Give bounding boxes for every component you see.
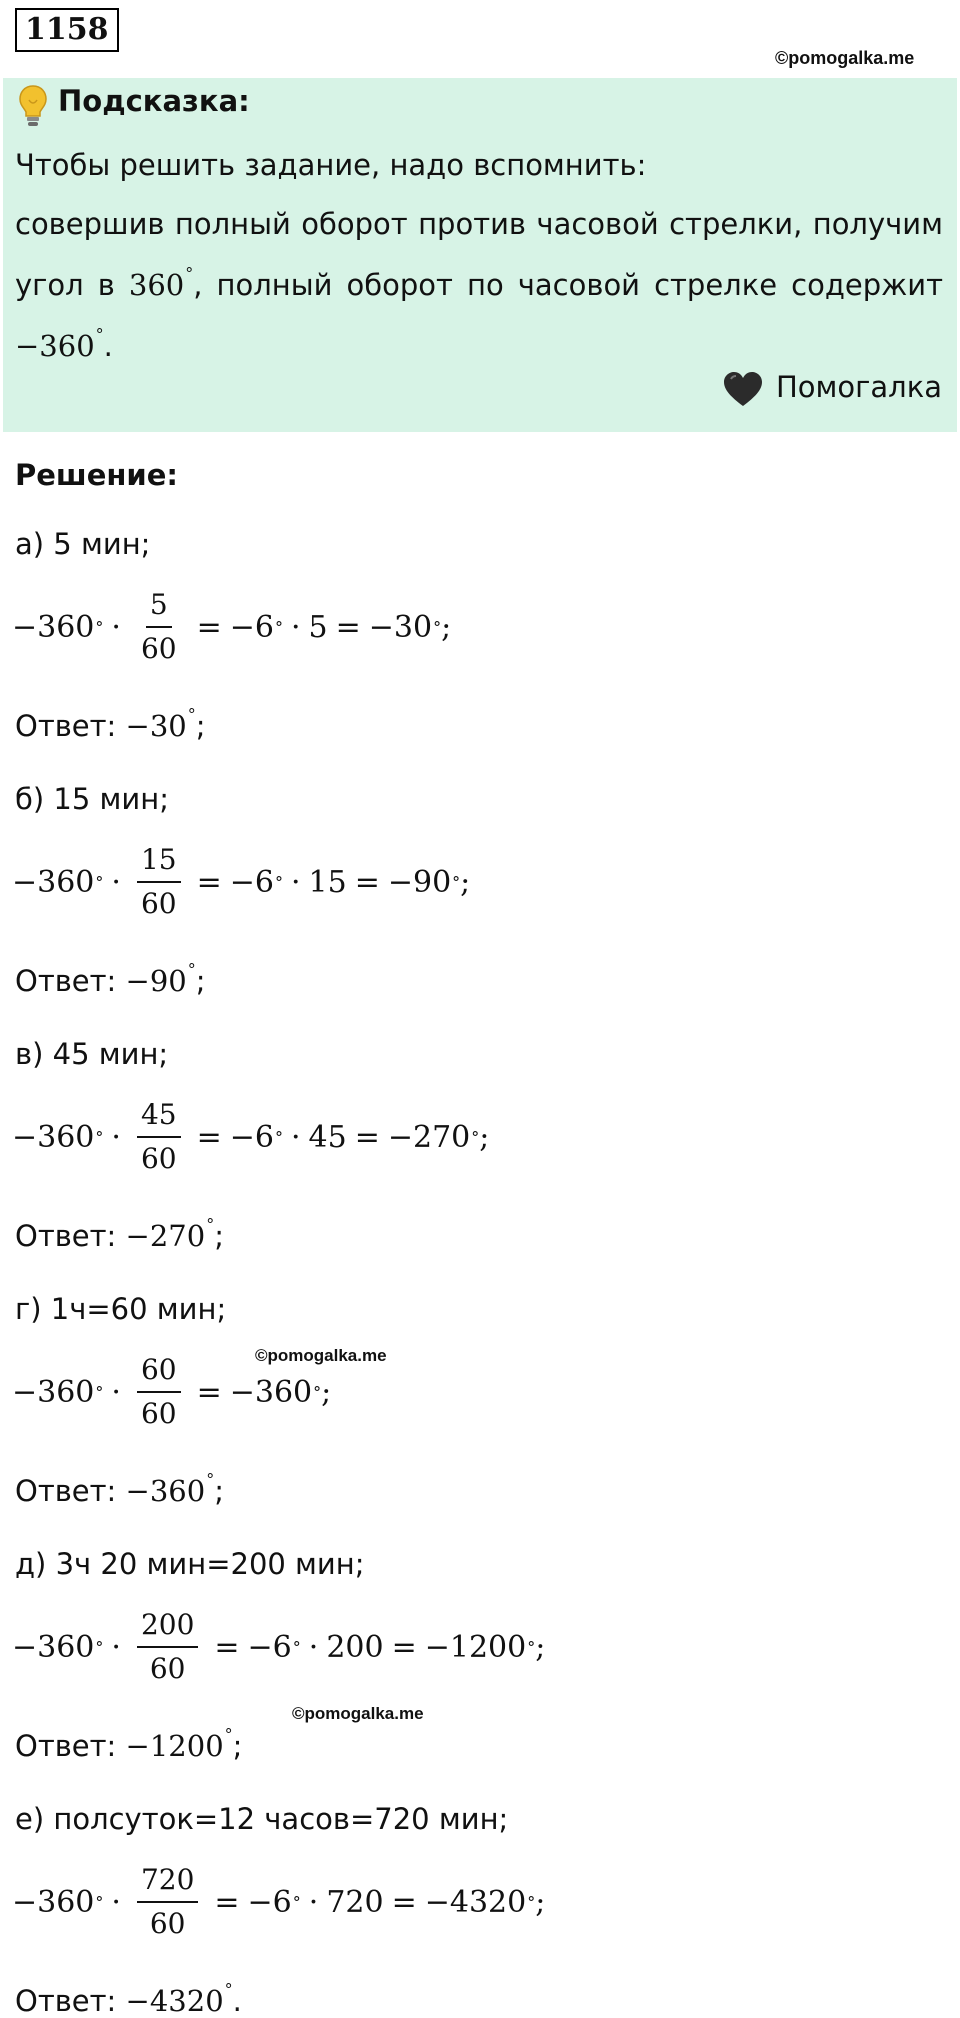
eq-result: −90: [387, 864, 452, 900]
eq-lead: −360: [12, 1119, 95, 1155]
multiply-sign: ·: [111, 1629, 121, 1665]
multiply-sign: ·: [111, 864, 121, 900]
answer-prefix: Ответ:: [15, 1729, 126, 1763]
multiply-sign: ·: [111, 1119, 121, 1155]
eq-result: −1200: [424, 1629, 527, 1665]
answer: [15, 1470, 224, 1508]
answer-value: −270: [125, 1219, 206, 1253]
answer-end: ;: [195, 709, 206, 743]
hint-text-part: совершив полный оборот против часовой стрелки, получим угол в: [15, 207, 943, 302]
equation: [12, 582, 451, 672]
degree-sign: °: [206, 1215, 215, 1234]
degree-sign: °: [95, 1892, 104, 1912]
multiply-sign: ·: [290, 864, 301, 900]
eq-factor: 720: [326, 1884, 384, 1920]
hint-text-part: .: [103, 329, 113, 363]
equation: [12, 1092, 489, 1182]
multiply-sign: ·: [290, 1119, 301, 1155]
degree-sign: °: [206, 1470, 215, 1489]
answer-value: −360: [125, 1474, 206, 1508]
eq-lead: −360: [12, 1884, 95, 1920]
multiply-sign: ·: [111, 1884, 121, 1920]
part-label: б) 15 мин;: [15, 782, 169, 816]
equals-sign: =: [196, 864, 222, 900]
equation: [12, 1602, 545, 1692]
eq-middle: −6: [229, 1119, 274, 1155]
fraction-denominator: 60: [140, 887, 177, 920]
watermark: ©pomogalka.me: [775, 48, 915, 68]
equals-sign: =: [354, 864, 380, 900]
fraction: [137, 1097, 181, 1177]
answer: [15, 960, 206, 998]
answer-value: −1200: [125, 1729, 224, 1763]
multiply-sign: ·: [111, 1374, 121, 1410]
hint-title: Подсказка:: [58, 84, 250, 118]
equals-sign: =: [214, 1629, 240, 1665]
answer-end: ;: [195, 964, 206, 998]
hint-text: [15, 200, 943, 371]
eq-lead: −360: [12, 1374, 95, 1410]
equals-sign: =: [214, 1884, 240, 1920]
eq-end: ;: [321, 1374, 332, 1410]
part-label: в) 45 мин;: [15, 1037, 169, 1071]
watermark: ©pomogalka.me: [292, 1704, 424, 1723]
degree-sign: °: [95, 1637, 104, 1657]
equals-sign: =: [391, 1884, 417, 1920]
fraction-numerator: 5: [146, 587, 172, 628]
degree-sign: °: [471, 1127, 480, 1147]
equals-sign: =: [196, 1374, 222, 1410]
degree-sign: °: [95, 325, 104, 344]
degree-sign: °: [224, 1725, 233, 1744]
degree-sign: °: [274, 1127, 283, 1147]
eq-lead: −360: [12, 864, 95, 900]
eq-factor: 200: [326, 1629, 384, 1665]
eq-end: ;: [535, 1629, 546, 1665]
eq-middle: −6: [229, 864, 274, 900]
fraction-numerator: 15: [137, 842, 181, 883]
equals-sign: =: [196, 1119, 222, 1155]
degree-sign: °: [95, 872, 104, 892]
hint-intro: Чтобы решить задание, надо вспомнить:: [15, 148, 647, 182]
answer-end: ;: [214, 1474, 224, 1508]
hint-angle-negative: −360: [15, 329, 95, 363]
eq-result: −30: [368, 609, 433, 645]
hint-angle-positive: 360: [128, 268, 185, 302]
degree-sign: °: [95, 617, 104, 637]
eq-result: −4320: [424, 1884, 527, 1920]
multiply-sign: ·: [308, 1629, 319, 1665]
eq-factor: 5: [308, 609, 328, 645]
eq-end: ;: [535, 1884, 546, 1920]
eq-factor: 45: [308, 1119, 347, 1155]
degree-sign: °: [527, 1892, 536, 1912]
degree-sign: °: [274, 617, 283, 637]
answer-prefix: Ответ:: [15, 1219, 126, 1253]
degree-sign: °: [292, 1637, 301, 1657]
equals-sign: =: [335, 609, 361, 645]
part-label: е) полсуток=12 часов=720 мин;: [15, 1802, 509, 1836]
answer-end: ;: [214, 1219, 224, 1253]
answer: [15, 1980, 242, 2018]
answer-end: ;: [232, 1729, 243, 1763]
fraction: [137, 1607, 198, 1687]
fraction-numerator: 60: [137, 1352, 181, 1393]
eq-factor: 15: [308, 864, 347, 900]
fraction-denominator: 60: [140, 632, 177, 665]
eq-lead: −360: [12, 609, 95, 645]
equation: [12, 837, 470, 927]
part-label: г) 1ч=60 мин;: [15, 1292, 227, 1326]
eq-middle: −6: [247, 1629, 292, 1665]
fraction-denominator: 60: [140, 1142, 177, 1175]
multiply-sign: ·: [290, 609, 301, 645]
eq-middle: −6: [247, 1884, 292, 1920]
eq-end: ;: [441, 609, 452, 645]
degree-sign: °: [433, 617, 442, 637]
degree-sign: °: [313, 1382, 322, 1402]
eq-lead: −360: [12, 1629, 95, 1665]
watermark: ©pomogalka.me: [255, 1346, 387, 1365]
fraction: [137, 587, 181, 667]
answer-prefix: Ответ:: [15, 964, 126, 998]
fraction-numerator: 45: [137, 1097, 181, 1138]
degree-sign: °: [224, 1980, 233, 1999]
answer: [15, 1725, 242, 1763]
brand-label: Помогалка: [776, 370, 942, 404]
fraction-numerator: 720: [137, 1862, 198, 1903]
heart-icon: [722, 370, 764, 408]
fraction: [137, 1352, 181, 1432]
degree-sign: °: [187, 705, 196, 724]
degree-sign: °: [187, 960, 196, 979]
degree-sign: °: [292, 1892, 301, 1912]
degree-sign: °: [527, 1637, 536, 1657]
fraction-numerator: 200: [137, 1607, 198, 1648]
equals-sign: =: [391, 1629, 417, 1665]
answer: [15, 1215, 224, 1253]
solution-title: Решение:: [15, 458, 179, 492]
equals-sign: =: [354, 1119, 380, 1155]
eq-end: ;: [460, 864, 471, 900]
part-label: а) 5 мин;: [15, 527, 151, 561]
degree-sign: °: [95, 1382, 104, 1402]
eq-end: ;: [479, 1119, 490, 1155]
multiply-sign: ·: [111, 609, 121, 645]
degree-sign: °: [95, 1127, 104, 1147]
equals-sign: =: [196, 609, 222, 645]
degree-sign: °: [185, 264, 194, 283]
eq-result: −270: [387, 1119, 471, 1155]
fraction-denominator: 60: [149, 1907, 186, 1940]
answer-prefix: Ответ:: [15, 1984, 126, 2018]
answer: [15, 705, 206, 743]
eq-middle: −6: [229, 609, 274, 645]
degree-sign: °: [274, 872, 283, 892]
equation: [12, 1857, 545, 1947]
part-label: д) 3ч 20 мин=200 мин;: [15, 1547, 365, 1581]
multiply-sign: ·: [308, 1884, 319, 1920]
answer-value: −30: [125, 709, 187, 743]
lightbulb-icon: [18, 84, 48, 128]
task-number: 1158: [15, 8, 119, 52]
degree-sign: °: [452, 872, 461, 892]
eq-result: −360: [229, 1374, 313, 1410]
fraction: [137, 1862, 198, 1942]
answer-value: −90: [125, 964, 187, 998]
fraction-denominator: 60: [140, 1397, 177, 1430]
answer-prefix: Ответ:: [15, 709, 126, 743]
fraction-denominator: 60: [149, 1652, 186, 1685]
hint-text-part: , полный оборот по часовой стрелке содержит: [193, 268, 943, 302]
answer-value: −4320: [125, 1984, 224, 2018]
fraction: [137, 842, 181, 922]
answer-prefix: Ответ:: [15, 1474, 126, 1508]
answer-end: .: [232, 1984, 242, 2018]
